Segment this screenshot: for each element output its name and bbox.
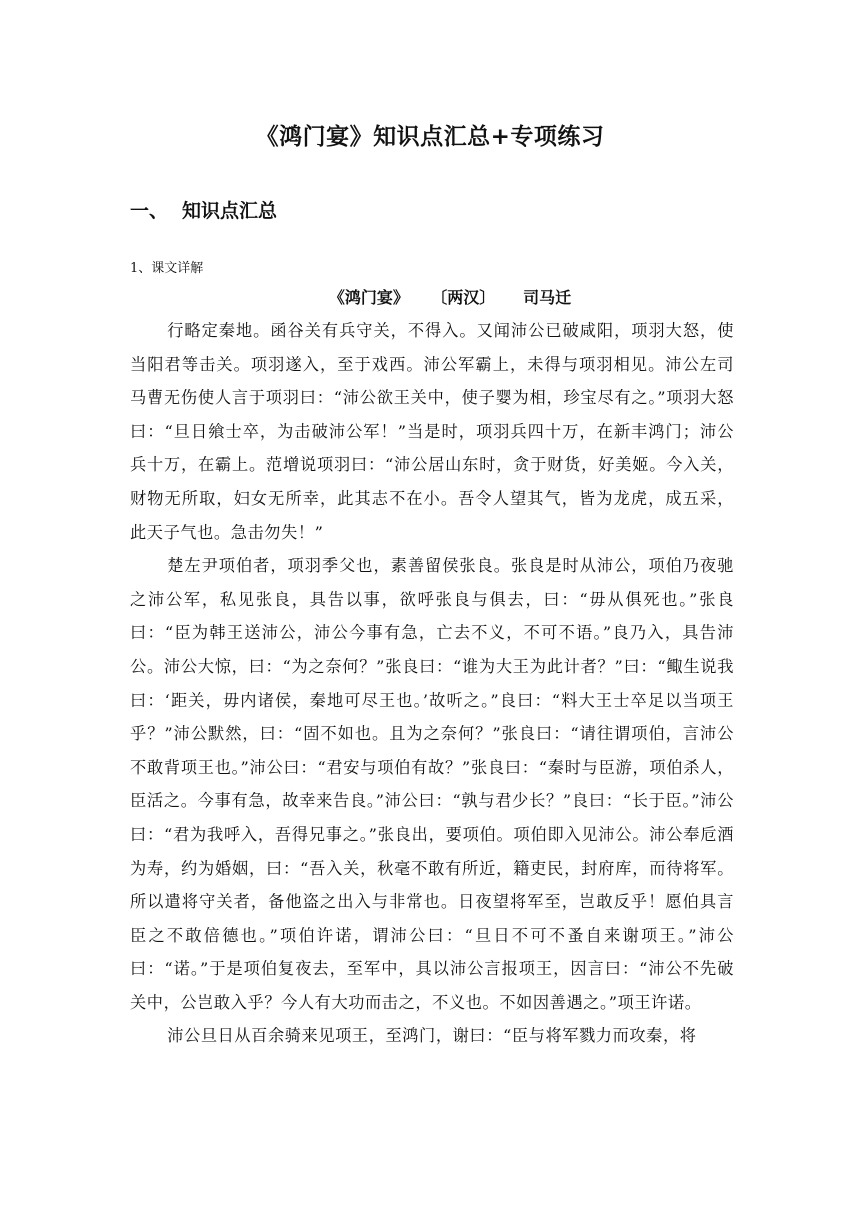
article-heading [130,285,770,308]
article-body [130,314,734,1053]
section-heading [130,196,277,223]
paragraph: 楚左尹项伯者，项羽季父也，素善留侯张良。张良是时从沛公，项伯乃夜驰之沛公军，私见张良，具告以事，欲呼张良与俱去，曰：“毋从俱死也。”张良曰：“臣为韩王送沛公，沛公今事有急，亡去不义，不可不语。”良乃入，具告沛公。沛公大惊，曰：“为之奈何？”张良曰：“谁为大王为此计者？”曰：“鲰生说我曰：‘距关，毋内诸侯，秦地可尽王也。’故听之。”良曰：“料大王士卒足以当项王乎？”沛公默然，曰：“固不如也。且为之奈何？”张良曰：“请往谓项伯，言沛公不敢背项王也。”沛公曰：“君安与项伯有故？”张良曰：“秦时与臣游，项伯杀人，臣活之。今事有急，故幸来告良。”沛公曰：“孰与君少长？”良曰：“长于臣。”沛公曰：“君为我呼入，吾得兄事之。”张良出，要项伯。项伯即入见沛公。沛公奉卮酒为寿，约为婚姻，曰：“吾入关，秋毫不敢有所近，籍吏民，封府库，而待将军。所以遣将守关者，备他盗之出入与非常也。日夜望将军至，岂敢反乎！愿伯具言臣之不敢倍德也。”项伯许诺，谓沛公曰：“旦日不可不蚤自来谢项王。”沛公曰：“诺。”于是项伯复夜去，至军中，具以沛公言报项王，因言曰：“沛公不先破关中，公岂敢入乎？今人有大功而击之，不义也。不如因善遇之。”项王许诺。 [130,556,734,1012]
article-title: 《鸿门宴》 [328,288,409,307]
article-author: 司马迁 [523,288,572,307]
paragraph: 行略定秦地。函谷关有兵守关，不得入。又闻沛公已破咸阳，项羽大怒，使当阳君等击关。项羽遂入，至于戏西。沛公军霸上，未得与项羽相见。沛公左司马曹无伤使人言于项羽曰：“沛公欲王关中，使子婴为相，珍宝尽有之。”项羽大怒曰：“旦日飨士卒，为击破沛公军！”当是时，项羽兵四十万，在新丰鸿门；沛公兵十万，在霸上。范增说项羽曰：“沛公居山东时，贪于财货，好美姬。今入关，财物无所取，妇女无所幸，此其志不在小。吾令人望其气，皆为龙虎，成五采，此天子气也。急击勿失！” [130,321,734,542]
paragraph: 沛公旦日从百余骑来见项王，至鸿门，谢曰：“臣与将军戮力而攻秦，将 [167,1026,697,1046]
document-title: 《鸿门宴》知识点汇总+专项练习 [255,124,605,150]
article-dynasty: 〔两汉〕 [431,288,496,307]
subsection-heading: 1、课文详解 [130,261,204,276]
section-title: 知识点汇总 [182,200,278,222]
section-number: 一、 [130,200,169,222]
